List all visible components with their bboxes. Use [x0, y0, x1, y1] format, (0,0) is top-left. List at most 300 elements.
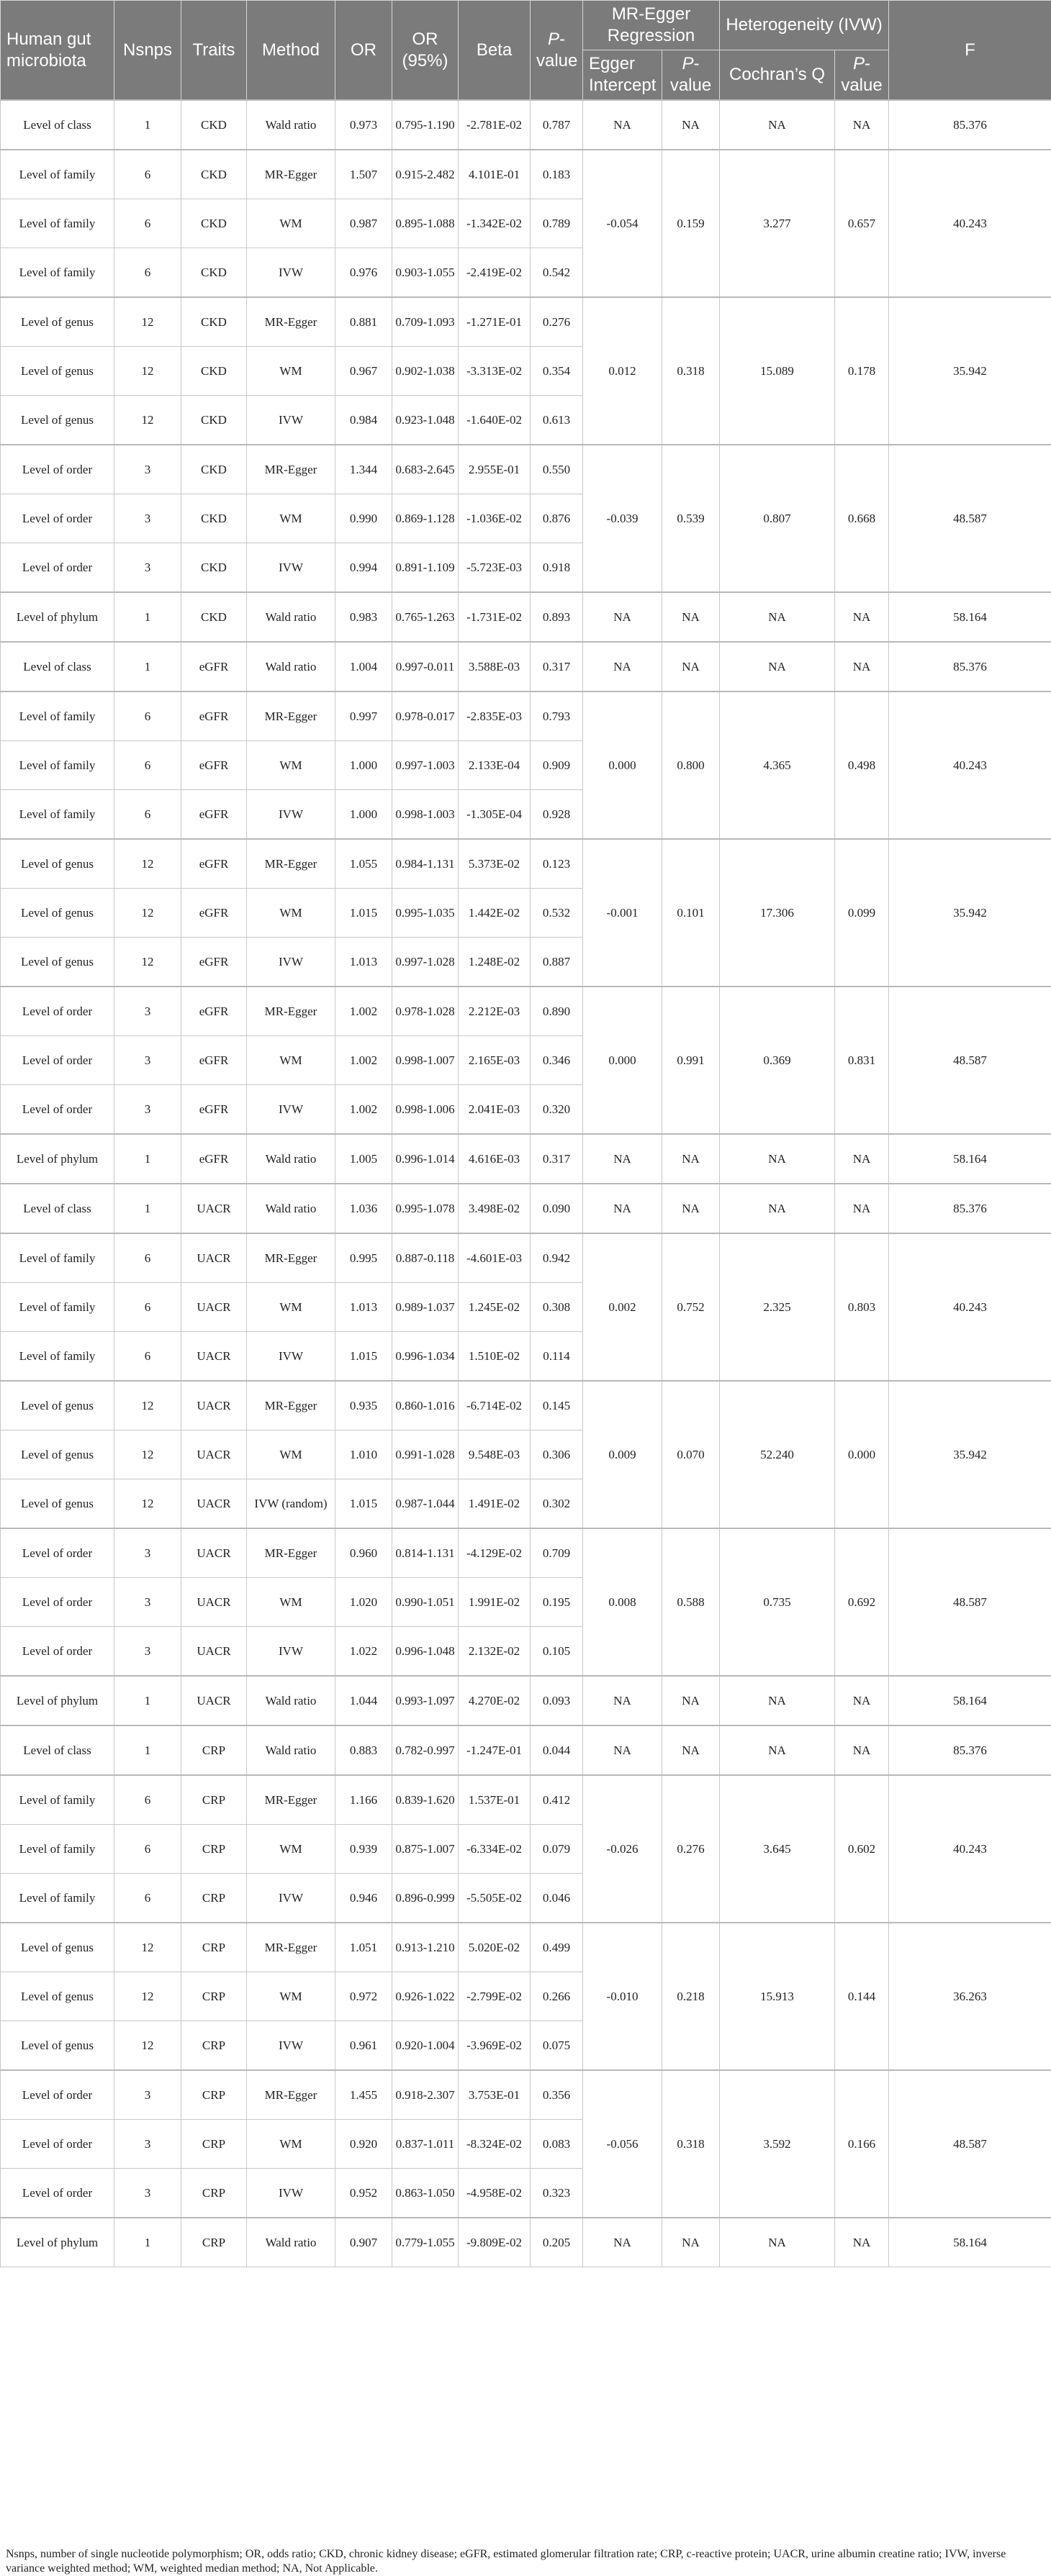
cell-microbiota-level: Level of phylum — [1, 1134, 114, 1184]
cell-f: 85.376 — [889, 642, 1051, 691]
cell-microbiota-level: Level of order — [1, 2120, 114, 2169]
cell-egger-intercept: 0.000 — [583, 691, 662, 839]
cell-method: MR-Egger — [247, 691, 335, 741]
table-row — [1, 1528, 1051, 1578]
cell-method: IVW — [247, 1332, 335, 1382]
cell-p-value: 0.276 — [531, 297, 583, 347]
cell-trait: UACR — [181, 1381, 247, 1430]
cell-trait: CRP — [181, 1972, 247, 2021]
table-row — [1, 642, 1051, 691]
cell-cochran-q: NA — [720, 1184, 835, 1233]
cell-or: 1.015 — [335, 889, 392, 938]
cell-het-p-value: NA — [835, 100, 889, 150]
cell-method: MR-Egger — [247, 1528, 335, 1578]
cell-or: 1.036 — [335, 1184, 392, 1233]
cell-method: Wald ratio — [247, 2218, 335, 2267]
cell-p-value: 0.909 — [531, 741, 583, 790]
cell-method: WM — [247, 2120, 335, 2169]
cell-het-p-value: 0.144 — [835, 1923, 889, 2070]
cell-nsnps: 6 — [114, 1332, 181, 1382]
cell-microbiota-level: Level of class — [1, 100, 114, 150]
cell-nsnps: 12 — [114, 889, 181, 938]
cell-nsnps: 3 — [114, 445, 181, 494]
cell-beta: -2.799E-02 — [459, 1972, 531, 2021]
cell-trait: UACR — [181, 1578, 247, 1627]
cell-microbiota-level: Level of family — [1, 1332, 114, 1382]
cell-egger-p-value: 0.070 — [662, 1381, 720, 1528]
cell-method: IVW — [247, 396, 335, 445]
cell-microbiota-level: Level of genus — [1, 938, 114, 987]
header-nsnps: Nsnps — [114, 1, 181, 101]
cell-f: 58.164 — [889, 2218, 1051, 2267]
cell-egger-intercept: NA — [583, 1725, 662, 1775]
header-microbiota: Human gut microbiota — [1, 1, 114, 101]
cell-egger-intercept: 0.012 — [583, 297, 662, 445]
cell-p-value: 0.550 — [531, 445, 583, 494]
cell-trait: eGFR — [181, 889, 247, 938]
cell-or: 0.995 — [335, 1233, 392, 1283]
cell-egger-p-value: 0.991 — [662, 987, 720, 1134]
cell-microbiota-level: Level of order — [1, 1627, 114, 1677]
cell-or: 0.994 — [335, 543, 392, 593]
table-row — [1, 2218, 1051, 2267]
cell-egger-intercept: 0.008 — [583, 1528, 662, 1676]
cell-method: WM — [247, 494, 335, 543]
cell-beta: 1.537E-01 — [459, 1775, 531, 1825]
cell-or-95: 0.869-1.128 — [392, 494, 459, 543]
table-row — [1, 1134, 1051, 1184]
cell-egger-p-value: 0.101 — [662, 839, 720, 987]
cell-cochran-q: 52.240 — [720, 1381, 835, 1528]
cell-beta: -9.809E-02 — [459, 2218, 531, 2267]
cell-p-value: 0.323 — [531, 2169, 583, 2218]
cell-trait: eGFR — [181, 790, 247, 840]
cell-p-value: 0.542 — [531, 248, 583, 298]
cell-egger-intercept: 0.000 — [583, 987, 662, 1134]
cell-het-p-value: 0.668 — [835, 445, 889, 592]
table-row — [1, 1233, 1051, 1283]
cell-microbiota-level: Level of family — [1, 1825, 114, 1874]
cell-nsnps: 12 — [114, 938, 181, 987]
cell-trait: CKD — [181, 199, 247, 248]
cell-method: MR-Egger — [247, 1923, 335, 1972]
cell-p-value: 0.942 — [531, 1233, 583, 1283]
cell-or: 1.004 — [335, 642, 392, 691]
cell-or-95: 0.996-1.048 — [392, 1627, 459, 1677]
cell-f: 40.243 — [889, 1233, 1051, 1381]
cell-het-p-value: NA — [835, 642, 889, 691]
cell-trait: CKD — [181, 150, 247, 199]
cell-trait: CRP — [181, 1725, 247, 1775]
cell-het-p-value: 0.178 — [835, 297, 889, 445]
cell-het-p-value: NA — [835, 592, 889, 642]
cell-p-value: 0.075 — [531, 2021, 583, 2071]
cell-beta: -6.714E-02 — [459, 1381, 531, 1430]
cell-beta: -6.334E-02 — [459, 1825, 531, 1874]
cell-method: Wald ratio — [247, 642, 335, 691]
cell-beta: -3.313E-02 — [459, 347, 531, 396]
cell-microbiota-level: Level of genus — [1, 347, 114, 396]
cell-trait: eGFR — [181, 741, 247, 790]
cell-p-value: 0.317 — [531, 1134, 583, 1184]
cell-p-value: 0.789 — [531, 199, 583, 248]
cell-or-95: 0.998-1.007 — [392, 1036, 459, 1085]
cell-method: IVW — [247, 938, 335, 987]
cell-beta: 2.212E-03 — [459, 987, 531, 1036]
cell-or: 0.939 — [335, 1825, 392, 1874]
cell-microbiota-level: Level of genus — [1, 396, 114, 445]
cell-beta: -5.505E-02 — [459, 1874, 531, 1923]
cell-f: 58.164 — [889, 1676, 1051, 1725]
cell-p-value: 0.320 — [531, 1085, 583, 1135]
cell-or: 1.013 — [335, 1283, 392, 1332]
table-footnote: Nsnps, number of single nucleotide polymorphism; OR, odds ratio; CKD, chronic kidney disease; eGFR, estimated glomerular filtration rate; CRP, c-reactive protein; UACR, urine albumin creatine ratio; IVW, inverse variance weighted method; WM, weighted median method; NA, Not Applicable. — [6, 2547, 1042, 2576]
table-row — [1, 297, 1051, 347]
cell-trait: CKD — [181, 347, 247, 396]
cell-or-95: 0.997-0.011 — [392, 642, 459, 691]
cell-egger-p-value: 0.318 — [662, 297, 720, 445]
cell-het-p-value: NA — [835, 1134, 889, 1184]
cell-trait: UACR — [181, 1283, 247, 1332]
cell-egger-p-value: 0.276 — [662, 1775, 720, 1923]
cell-cochran-q: NA — [720, 2218, 835, 2267]
cell-or: 1.455 — [335, 2070, 392, 2120]
cell-nsnps: 3 — [114, 2070, 181, 2120]
cell-p-value: 0.306 — [531, 1430, 583, 1479]
cell-beta: 2.132E-02 — [459, 1627, 531, 1677]
cell-egger-intercept: NA — [583, 1134, 662, 1184]
cell-microbiota-level: Level of order — [1, 987, 114, 1036]
cell-microbiota-level: Level of phylum — [1, 592, 114, 642]
cell-beta: -1.247E-01 — [459, 1725, 531, 1775]
cell-or: 1.000 — [335, 790, 392, 840]
cell-egger-p-value: 0.159 — [662, 150, 720, 297]
cell-trait: eGFR — [181, 1085, 247, 1135]
cell-microbiota-level: Level of family — [1, 1283, 114, 1332]
cell-f: 85.376 — [889, 1725, 1051, 1775]
cell-p-value: 0.093 — [531, 1676, 583, 1725]
cell-beta: 2.165E-03 — [459, 1036, 531, 1085]
cell-p-value: 0.317 — [531, 642, 583, 691]
cell-f: 35.942 — [889, 1381, 1051, 1528]
header-p-value — [531, 1, 583, 101]
cell-beta: -1.305E-04 — [459, 790, 531, 840]
cell-cochran-q: 3.592 — [720, 2070, 835, 2218]
header-p-suffix: -value — [536, 30, 577, 71]
cell-or: 0.883 — [335, 1725, 392, 1775]
cell-cochran-q: NA — [720, 592, 835, 642]
cell-microbiota-level: Level of genus — [1, 839, 114, 889]
table-row — [1, 1184, 1051, 1233]
cell-nsnps: 3 — [114, 2120, 181, 2169]
cell-trait: eGFR — [181, 642, 247, 691]
cell-nsnps: 1 — [114, 100, 181, 150]
cell-beta: 1.510E-02 — [459, 1332, 531, 1382]
cell-p-value: 0.709 — [531, 1528, 583, 1578]
cell-method: IVW — [247, 248, 335, 298]
cell-microbiota-level: Level of genus — [1, 1923, 114, 1972]
cell-microbiota-level: Level of genus — [1, 1381, 114, 1430]
cell-egger-intercept: -0.001 — [583, 839, 662, 987]
cell-nsnps: 6 — [114, 1775, 181, 1825]
cell-egger-p-value: NA — [662, 1134, 720, 1184]
header-cochran-q: Cochran’s Q — [720, 50, 835, 101]
cell-nsnps: 6 — [114, 691, 181, 741]
cell-egger-intercept: NA — [583, 1184, 662, 1233]
table-row — [1, 1676, 1051, 1725]
cell-cochran-q: 15.089 — [720, 297, 835, 445]
cell-het-p-value: 0.602 — [835, 1775, 889, 1923]
cell-het-p-value: NA — [835, 1676, 889, 1725]
table-row — [1, 987, 1051, 1036]
cell-or-95: 0.913-1.210 — [392, 1923, 459, 1972]
cell-beta: 4.616E-03 — [459, 1134, 531, 1184]
cell-or-95: 0.860-1.016 — [392, 1381, 459, 1430]
cell-het-p-value: 0.657 — [835, 150, 889, 297]
cell-or-95: 0.782-0.997 — [392, 1725, 459, 1775]
table-header — [1, 1, 1051, 101]
cell-f: 85.376 — [889, 1184, 1051, 1233]
cell-egger-p-value: 0.318 — [662, 2070, 720, 2218]
cell-method: WM — [247, 1036, 335, 1085]
cell-or-95: 0.996-1.034 — [392, 1332, 459, 1382]
cell-trait: CRP — [181, 1825, 247, 1874]
cell-or: 0.983 — [335, 592, 392, 642]
cell-or: 0.990 — [335, 494, 392, 543]
cell-beta: 1.491E-02 — [459, 1479, 531, 1529]
cell-trait: CKD — [181, 543, 247, 593]
cell-or: 0.961 — [335, 2021, 392, 2071]
cell-p-value: 0.793 — [531, 691, 583, 741]
cell-or: 0.973 — [335, 100, 392, 150]
header-het-p-value — [835, 50, 889, 101]
cell-or-95: 0.996-1.014 — [392, 1134, 459, 1184]
cell-f: 48.587 — [889, 445, 1051, 592]
cell-f: 40.243 — [889, 1775, 1051, 1923]
header-het-p-italic: P — [853, 54, 865, 73]
cell-method: MR-Egger — [247, 2070, 335, 2120]
cell-nsnps: 6 — [114, 1874, 181, 1923]
cell-method: Wald ratio — [247, 1134, 335, 1184]
cell-nsnps: 12 — [114, 1381, 181, 1430]
cell-p-value: 0.887 — [531, 938, 583, 987]
cell-or: 1.044 — [335, 1676, 392, 1725]
cell-f: 48.587 — [889, 1528, 1051, 1676]
cell-p-value: 0.123 — [531, 839, 583, 889]
cell-p-value: 0.356 — [531, 2070, 583, 2120]
cell-or-95: 0.709-1.093 — [392, 297, 459, 347]
cell-microbiota-level: Level of genus — [1, 1479, 114, 1529]
table-row — [1, 592, 1051, 642]
cell-f: 35.942 — [889, 839, 1051, 987]
cell-microbiota-level: Level of family — [1, 199, 114, 248]
cell-nsnps: 3 — [114, 987, 181, 1036]
cell-microbiota-level: Level of order — [1, 543, 114, 593]
cell-het-p-value: 0.000 — [835, 1381, 889, 1528]
cell-cochran-q: 3.645 — [720, 1775, 835, 1923]
cell-beta: 4.270E-02 — [459, 1676, 531, 1725]
cell-or: 1.344 — [335, 445, 392, 494]
cell-microbiota-level: Level of family — [1, 790, 114, 840]
cell-microbiota-level: Level of class — [1, 1184, 114, 1233]
cell-microbiota-level: Level of genus — [1, 1430, 114, 1479]
cell-f: 58.164 — [889, 1134, 1051, 1184]
cell-nsnps: 12 — [114, 1479, 181, 1529]
cell-microbiota-level: Level of order — [1, 2070, 114, 2120]
cell-trait: CRP — [181, 2169, 247, 2218]
cell-egger-intercept: NA — [583, 642, 662, 691]
cell-microbiota-level: Level of order — [1, 2169, 114, 2218]
cell-nsnps: 6 — [114, 790, 181, 840]
header-or: OR — [335, 1, 392, 101]
cell-method: Wald ratio — [247, 1676, 335, 1725]
cell-egger-p-value: 0.800 — [662, 691, 720, 839]
cell-or-95: 0.978-0.017 — [392, 691, 459, 741]
cell-method: WM — [247, 1283, 335, 1332]
cell-nsnps: 1 — [114, 1184, 181, 1233]
cell-or-95: 0.995-1.078 — [392, 1184, 459, 1233]
cell-method: IVW — [247, 1874, 335, 1923]
cell-microbiota-level: Level of family — [1, 741, 114, 790]
cell-or-95: 0.997-1.028 — [392, 938, 459, 987]
header-heterogeneity-group: Heterogeneity (IVW) — [720, 1, 889, 50]
cell-het-p-value: 0.099 — [835, 839, 889, 987]
cell-method: WM — [247, 347, 335, 396]
cell-p-value: 0.105 — [531, 1627, 583, 1677]
cell-method: WM — [247, 199, 335, 248]
cell-egger-intercept: 0.002 — [583, 1233, 662, 1381]
cell-or: 0.946 — [335, 1874, 392, 1923]
cell-egger-p-value: NA — [662, 100, 720, 150]
cell-microbiota-level: Level of family — [1, 150, 114, 199]
cell-beta: -1.271E-01 — [459, 297, 531, 347]
cell-beta: -2.419E-02 — [459, 248, 531, 298]
cell-method: MR-Egger — [247, 297, 335, 347]
cell-nsnps: 3 — [114, 2169, 181, 2218]
cell-microbiota-level: Level of phylum — [1, 1676, 114, 1725]
cell-trait: CRP — [181, 2218, 247, 2267]
cell-or: 1.166 — [335, 1775, 392, 1825]
cell-or: 1.015 — [335, 1479, 392, 1529]
header-egger-p-value — [662, 50, 720, 101]
cell-beta: -4.958E-02 — [459, 2169, 531, 2218]
cell-or-95: 0.875-1.007 — [392, 1825, 459, 1874]
cell-p-value: 0.613 — [531, 396, 583, 445]
cell-egger-intercept: -0.054 — [583, 150, 662, 297]
cell-method: IVW — [247, 1085, 335, 1135]
cell-method: WM — [247, 1578, 335, 1627]
cell-p-value: 0.195 — [531, 1578, 583, 1627]
cell-microbiota-level: Level of genus — [1, 889, 114, 938]
cell-or-95: 0.902-1.038 — [392, 347, 459, 396]
cell-or: 1.000 — [335, 741, 392, 790]
cell-het-p-value: 0.831 — [835, 987, 889, 1134]
header-f: F — [889, 1, 1051, 101]
cell-p-value: 0.183 — [531, 150, 583, 199]
cell-or: 1.055 — [335, 839, 392, 889]
cell-f: 40.243 — [889, 150, 1051, 297]
cell-egger-p-value: NA — [662, 2218, 720, 2267]
cell-or: 1.002 — [335, 1085, 392, 1135]
cell-or: 0.935 — [335, 1381, 392, 1430]
cell-microbiota-level: Level of order — [1, 1085, 114, 1135]
cell-beta: 3.498E-02 — [459, 1184, 531, 1233]
cell-microbiota-level: Level of family — [1, 691, 114, 741]
cell-nsnps: 3 — [114, 1528, 181, 1578]
cell-method: WM — [247, 1972, 335, 2021]
cell-nsnps: 1 — [114, 642, 181, 691]
cell-p-value: 0.346 — [531, 1036, 583, 1085]
cell-nsnps: 6 — [114, 1825, 181, 1874]
cell-or: 1.005 — [335, 1134, 392, 1184]
table-row — [1, 1923, 1051, 1972]
cell-method: MR-Egger — [247, 1233, 335, 1283]
cell-trait: eGFR — [181, 1134, 247, 1184]
cell-p-value: 0.079 — [531, 1825, 583, 1874]
header-beta: Beta — [459, 1, 531, 101]
cell-microbiota-level: Level of class — [1, 642, 114, 691]
cell-or: 0.920 — [335, 2120, 392, 2169]
cell-beta: 2.133E-04 — [459, 741, 531, 790]
cell-beta: -5.723E-03 — [459, 543, 531, 593]
cell-method: Wald ratio — [247, 1184, 335, 1233]
cell-or: 0.960 — [335, 1528, 392, 1578]
cell-method: WM — [247, 1430, 335, 1479]
cell-trait: UACR — [181, 1676, 247, 1725]
cell-egger-p-value: 0.539 — [662, 445, 720, 592]
cell-method: IVW (random) — [247, 1479, 335, 1529]
cell-method: Wald ratio — [247, 1725, 335, 1775]
cell-or-95: 0.993-1.097 — [392, 1676, 459, 1725]
cell-nsnps: 6 — [114, 248, 181, 298]
cell-beta: -4.601E-03 — [459, 1233, 531, 1283]
table-row — [1, 1775, 1051, 1825]
cell-beta: -1.036E-02 — [459, 494, 531, 543]
cell-p-value: 0.205 — [531, 2218, 583, 2267]
cell-p-value: 0.083 — [531, 2120, 583, 2169]
cell-method: Wald ratio — [247, 100, 335, 150]
cell-nsnps: 3 — [114, 1036, 181, 1085]
cell-method: MR-Egger — [247, 1381, 335, 1430]
cell-p-value: 0.145 — [531, 1381, 583, 1430]
cell-cochran-q: NA — [720, 1134, 835, 1184]
cell-or: 1.022 — [335, 1627, 392, 1677]
cell-cochran-q: NA — [720, 1725, 835, 1775]
cell-cochran-q: 0.735 — [720, 1528, 835, 1676]
cell-microbiota-level: Level of class — [1, 1725, 114, 1775]
cell-beta: 3.588E-03 — [459, 642, 531, 691]
cell-or-95: 0.990-1.051 — [392, 1578, 459, 1627]
cell-microbiota-level: Level of order — [1, 1578, 114, 1627]
cell-method: IVW — [247, 790, 335, 840]
cell-beta: 4.101E-01 — [459, 150, 531, 199]
cell-beta: 1.248E-02 — [459, 938, 531, 987]
cell-het-p-value: 0.692 — [835, 1528, 889, 1676]
cell-p-value: 0.532 — [531, 889, 583, 938]
cell-or-95: 0.918-2.307 — [392, 2070, 459, 2120]
cell-or-95: 0.779-1.055 — [392, 2218, 459, 2267]
cell-microbiota-level: Level of family — [1, 1874, 114, 1923]
cell-cochran-q: 3.277 — [720, 150, 835, 297]
cell-nsnps: 12 — [114, 396, 181, 445]
cell-p-value: 0.928 — [531, 790, 583, 840]
cell-or: 1.010 — [335, 1430, 392, 1479]
cell-nsnps: 6 — [114, 199, 181, 248]
cell-egger-p-value: NA — [662, 592, 720, 642]
cell-cochran-q: NA — [720, 1676, 835, 1725]
cell-f: 58.164 — [889, 592, 1051, 642]
cell-p-value: 0.412 — [531, 1775, 583, 1825]
